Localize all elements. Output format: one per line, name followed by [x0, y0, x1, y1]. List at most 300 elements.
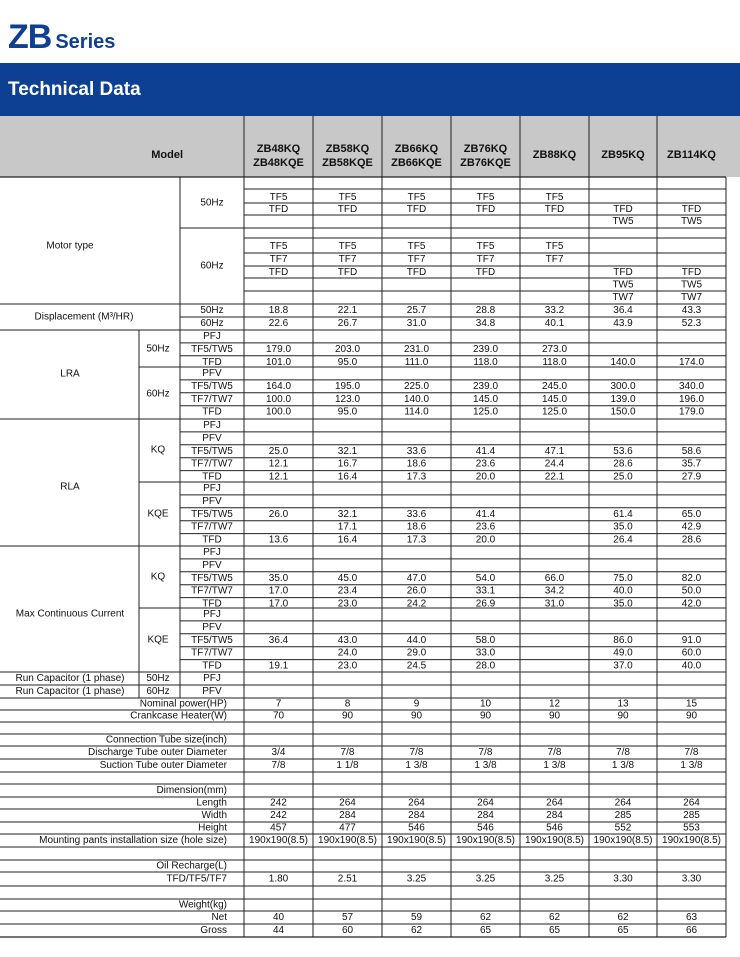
- mcc-value: 54.0: [475, 572, 496, 584]
- lra-value: 95.0: [337, 356, 358, 368]
- motor-type-value: TFD: [681, 267, 702, 278]
- rla-value: 12.1: [268, 471, 289, 483]
- row-label-protection: PFJ: [203, 330, 221, 342]
- cell-value: 3.25: [544, 873, 565, 885]
- displacement-value: 18.8: [268, 305, 289, 316]
- motor-type-value: TW5: [680, 216, 703, 227]
- mcc-value: 50.0: [681, 585, 702, 597]
- displacement-value: 33.2: [544, 305, 565, 316]
- motor-type-value: TF7: [269, 254, 288, 265]
- mcc-value: 36.4: [268, 634, 289, 646]
- cell-value: 9: [413, 698, 420, 710]
- motor-type-value: TFD: [406, 204, 427, 215]
- displacement-value: 22.6: [268, 318, 289, 329]
- row-label: Suction Tube outer Diameter: [99, 760, 227, 771]
- lra-value: 118.0: [542, 356, 567, 368]
- cell-value: 264: [614, 797, 632, 809]
- cell-value: 62: [410, 925, 423, 936]
- row-label: Dimension(mm): [156, 785, 227, 796]
- lra-value: 125.0: [472, 406, 499, 418]
- lra-value: 145.0: [541, 393, 568, 405]
- cell-value: 7/8: [684, 747, 699, 758]
- cell-value: 264: [339, 797, 356, 809]
- cell-value: 546: [546, 822, 563, 834]
- cell-value: 264: [477, 797, 494, 809]
- model-name: ZB95KQ: [601, 149, 645, 161]
- cell-value: 284: [408, 810, 425, 821]
- cell-value: 90: [341, 710, 354, 722]
- lra-value: 150.0: [610, 406, 636, 418]
- model-name: ZB114KQ: [667, 149, 716, 161]
- row-label: Oil Recharge(L): [156, 860, 227, 872]
- row-label-kq: KQ: [150, 444, 166, 456]
- row-label-protection: TF5/TW5: [191, 380, 233, 392]
- mcc-value: 35.0: [268, 572, 289, 584]
- displacement-value: 31.0: [406, 318, 427, 329]
- rla-value: 27.9: [681, 471, 702, 483]
- rla-value: 13.6: [268, 534, 289, 546]
- lra-value: 245.0: [541, 380, 568, 392]
- row-label-60hz: 60Hz: [146, 686, 170, 697]
- rla-value: 41.4: [475, 508, 496, 520]
- row-label: Connection Tube size(inch): [105, 734, 227, 746]
- motor-type-value: TF5: [545, 241, 564, 252]
- row-label-protection: TFD: [202, 660, 222, 672]
- displacement-value: 34.8: [475, 318, 496, 329]
- cell-value: 90: [479, 710, 492, 722]
- lra-value: 179.0: [678, 406, 705, 418]
- cell-value: 285: [614, 810, 632, 821]
- rla-value: 35.0: [613, 521, 633, 533]
- row-label-protection: TFD: [202, 471, 222, 483]
- cell-value: 2.51: [337, 873, 358, 885]
- displacement-value: 36.4: [613, 305, 633, 316]
- mcc-value: 66.0: [544, 572, 565, 584]
- model-name: ZB76KQE: [460, 157, 511, 169]
- mcc-value: 47.0: [406, 572, 427, 584]
- cell-value: 65: [479, 925, 492, 936]
- series-title-main: ZB: [8, 18, 52, 56]
- motor-type-value: TF5: [476, 192, 495, 203]
- motor-type-value: TF5: [338, 241, 357, 252]
- mcc-value: 19.1: [268, 660, 289, 672]
- motor-type-value: TF5: [338, 192, 357, 203]
- row-label-60hz: 60Hz: [200, 318, 224, 329]
- row-label-protection: PFV: [202, 686, 222, 697]
- lra-value: 101.0: [265, 356, 292, 368]
- rla-value: 28.6: [681, 534, 702, 546]
- rla-value: 26.0: [268, 508, 289, 520]
- mcc-value: 60.0: [681, 647, 702, 659]
- rla-value: 20.0: [475, 534, 496, 546]
- row-label-protection: PFV: [202, 621, 222, 633]
- mcc-value: 75.0: [613, 572, 633, 584]
- row-label-protection: TF7/TW7: [191, 585, 233, 597]
- motor-type-value: TFD: [681, 204, 702, 215]
- rla-value: 22.1: [544, 471, 565, 483]
- lra-value: 179.0: [265, 343, 292, 355]
- motor-type-value: TFD: [613, 267, 633, 278]
- mcc-value: 23.0: [337, 660, 358, 672]
- cell-value: 284: [339, 810, 356, 821]
- lra-value: 140.0: [403, 393, 430, 405]
- cell-value: 62: [548, 912, 561, 923]
- motor-type-value: TF7: [407, 254, 426, 265]
- cell-value: 15: [685, 698, 698, 710]
- cell-value: 90: [548, 710, 561, 722]
- row-label: Crankcase Heater(W): [130, 710, 227, 722]
- mcc-value: 34.2: [544, 585, 565, 597]
- model-name: ZB58KQE: [322, 157, 373, 169]
- row-label-protection: TFD: [202, 406, 222, 418]
- row-label-protection: TF7/TW7: [191, 647, 233, 659]
- row-label-motor-type: Motor type: [46, 240, 94, 252]
- cell-value: 62: [617, 912, 629, 923]
- row-label: Nominal power(HP): [139, 698, 227, 710]
- displacement-value: 43.9: [613, 318, 633, 329]
- rla-value: 12.1: [268, 458, 289, 470]
- row-label-lra: LRA: [60, 368, 80, 380]
- cell-value: 3.25: [475, 873, 496, 885]
- lra-value: 231.0: [403, 343, 430, 355]
- row-label-kqe: KQE: [147, 634, 169, 646]
- mcc-value: 17.0: [268, 598, 289, 610]
- motor-type-value: TF7: [476, 254, 495, 265]
- motor-type-value: TW5: [612, 279, 634, 291]
- mcc-value: 91.0: [681, 634, 702, 646]
- rla-value: 18.6: [406, 521, 427, 533]
- section-banner: Technical Data: [0, 63, 740, 116]
- row-label-protection: PFV: [202, 367, 222, 379]
- rla-value: 16.4: [337, 471, 358, 483]
- cell-value: 553: [683, 822, 700, 834]
- lra-value: 164.0: [265, 380, 292, 392]
- mcc-value: 35.0: [613, 598, 633, 610]
- row-label-protection: TF5/TW5: [191, 572, 233, 584]
- cell-value: 12: [548, 698, 561, 710]
- motor-type-value: TF5: [269, 241, 288, 252]
- motor-type-value: TF5: [545, 192, 564, 203]
- lra-value: 239.0: [472, 380, 499, 392]
- cell-value: 7/8: [340, 747, 355, 758]
- cell-value: 63: [685, 912, 698, 923]
- lra-value: 196.0: [678, 393, 705, 405]
- mcc-value: 44.0: [406, 634, 427, 646]
- rla-value: 16.4: [337, 534, 358, 546]
- motor-type-value: TF5: [476, 241, 495, 252]
- cell-value: 242: [270, 810, 287, 821]
- mcc-value: 24.5: [406, 660, 427, 672]
- mcc-value: 45.0: [337, 572, 358, 584]
- cell-value: 44: [272, 925, 285, 936]
- row-label-protection: PFJ: [203, 419, 221, 431]
- cell-value: 40: [272, 912, 285, 923]
- motor-type-value: TFD: [475, 204, 496, 215]
- model-name: ZB66KQE: [391, 157, 442, 169]
- mcc-value: 58.0: [475, 634, 496, 646]
- displacement-value: 43.3: [681, 305, 702, 316]
- rla-value: 35.7: [681, 458, 702, 470]
- series-title-sub: Series: [55, 31, 116, 53]
- cell-value: 3.25: [406, 873, 427, 885]
- row-label-protection: PFJ: [203, 482, 221, 494]
- rla-value: 65.0: [681, 508, 702, 520]
- row-label-rla: RLA: [60, 481, 80, 493]
- row-label-60hz: 60Hz: [146, 388, 170, 400]
- cell-value: 57: [341, 912, 354, 923]
- motor-type-value: TW7: [612, 292, 634, 303]
- displacement-value: 25.7: [406, 305, 427, 316]
- row-label-protection: TF7/TW7: [191, 393, 233, 405]
- cell-value: 65: [548, 925, 561, 936]
- lra-value: 114.0: [404, 406, 429, 418]
- row-label-max-continuous-current: Max Continuous Current: [15, 608, 125, 620]
- model-name: ZB48KQE: [253, 157, 304, 169]
- mcc-value: 37.0: [613, 660, 633, 672]
- mcc-value: 49.0: [613, 647, 633, 659]
- rla-value: 18.6: [406, 458, 427, 470]
- cell-value: 3/4: [271, 747, 286, 758]
- cell-value: 1 3/8: [611, 760, 635, 771]
- cell-value: 242: [270, 797, 287, 809]
- motor-type-value: TF5: [407, 241, 426, 252]
- rla-value: 17.1: [337, 521, 358, 533]
- motor-type-value: TFD: [475, 267, 496, 278]
- mcc-value: 24.2: [406, 598, 427, 610]
- mcc-value: 26.9: [475, 598, 496, 610]
- cell-value: 59: [410, 912, 423, 923]
- lra-value: 125.0: [541, 406, 568, 418]
- mcc-value: 29.0: [406, 647, 427, 659]
- cell-value: 1 3/8: [543, 760, 566, 771]
- mcc-value: 86.0: [613, 634, 633, 646]
- lra-value: 100.0: [265, 406, 292, 418]
- row-label-protection: TF5/TW5: [191, 445, 233, 457]
- motor-type-value: TFD: [268, 267, 289, 278]
- cell-value: 7/8: [271, 760, 286, 771]
- cell-value: 1 1/8: [336, 760, 359, 771]
- rla-value: 47.1: [544, 445, 565, 457]
- motor-type-value: TFD: [544, 204, 565, 215]
- model-name: ZB88KQ: [532, 149, 577, 161]
- rla-value: 32.1: [337, 508, 358, 520]
- cell-value: 90: [617, 710, 629, 722]
- cell-value: 3.30: [613, 873, 633, 885]
- cell-value: 7: [275, 698, 282, 710]
- rla-value: 17.3: [406, 471, 427, 483]
- mcc-value: 23.4: [337, 585, 358, 597]
- cell-value: 66: [685, 925, 698, 936]
- lra-value: 95.0: [337, 406, 358, 418]
- row-label-protection: PFJ: [203, 608, 221, 620]
- cell-value: 10: [479, 698, 492, 710]
- motor-type-value: TFD: [337, 267, 358, 278]
- cell-value: 1 3/8: [474, 760, 497, 771]
- rla-value: 25.0: [613, 471, 633, 483]
- cell-value: 477: [339, 822, 356, 834]
- cell-value: 7/8: [409, 747, 424, 758]
- row-label-50hz: 50Hz: [146, 343, 170, 355]
- cell-value: 190x190(8.5): [387, 835, 446, 846]
- row-label-protection: TF7/TW7: [191, 521, 233, 533]
- mcc-value: 33.1: [475, 585, 496, 597]
- row-label: Width: [201, 810, 227, 821]
- lra-value: 123.0: [334, 393, 361, 405]
- cell-value: 60: [341, 925, 354, 936]
- row-label: Weight(kg): [178, 899, 227, 911]
- motor-type-value: TW7: [680, 292, 703, 303]
- row-label-protection: TFD: [202, 534, 222, 546]
- mcc-value: 26.0: [406, 585, 427, 597]
- rla-value: 25.0: [268, 445, 289, 457]
- cell-value: 70: [272, 710, 285, 722]
- cell-value: 7/8: [616, 747, 630, 758]
- rla-value: 26.4: [613, 534, 633, 546]
- lra-value: 239.0: [472, 343, 499, 355]
- row-label-run-capacitor: Run Capacitor (1 phase): [15, 673, 125, 684]
- cell-value: 62: [479, 912, 492, 923]
- row-label-kq: KQ: [150, 571, 166, 583]
- mcc-value: 17.0: [268, 585, 289, 597]
- cell-value: 264: [546, 797, 563, 809]
- motor-type-value: TW5: [680, 279, 703, 291]
- mcc-value: 28.0: [475, 660, 496, 672]
- rla-value: 33.6: [406, 445, 427, 457]
- row-label: Discharge Tube outer Diameter: [88, 747, 227, 758]
- rla-value: 20.0: [475, 471, 496, 483]
- cell-value: 546: [408, 822, 425, 834]
- displacement-value: 28.8: [475, 305, 496, 316]
- row-label-60hz: 60Hz: [200, 260, 224, 272]
- rla-value: 41.4: [475, 445, 496, 457]
- motor-type-value: TF5: [407, 192, 426, 203]
- rla-value: 58.6: [681, 445, 702, 457]
- rla-value: 53.6: [613, 445, 633, 457]
- cell-value: 190x190(8.5): [456, 835, 515, 846]
- cell-value: 13: [617, 698, 629, 710]
- lra-value: 139.0: [610, 393, 636, 405]
- displacement-value: 22.1: [337, 305, 358, 316]
- row-label-protection: TF5/TW5: [191, 508, 233, 520]
- cell-value: 264: [408, 797, 425, 809]
- mcc-value: 42.0: [681, 598, 702, 610]
- cell-value: 7/8: [478, 747, 493, 758]
- row-label-kqe: KQE: [147, 508, 169, 520]
- cell-value: 90: [410, 710, 423, 722]
- mcc-value: 40.0: [681, 660, 702, 672]
- lra-value: 140.0: [610, 356, 636, 368]
- motor-type-value: TF7: [338, 254, 357, 265]
- row-label: Length: [196, 797, 227, 809]
- row-label-protection: TFD: [202, 598, 222, 610]
- displacement-value: 52.3: [681, 318, 702, 329]
- model-header-label: Model: [151, 149, 183, 161]
- lra-value: 340.0: [678, 380, 705, 392]
- motor-type-value: TFD: [268, 204, 289, 215]
- rla-value: 16.7: [337, 458, 358, 470]
- cell-value: 190x190(8.5): [525, 835, 584, 846]
- lra-value: 111.0: [404, 356, 429, 368]
- rla-value: 24.4: [544, 458, 565, 470]
- row-label-protection: PFV: [202, 432, 222, 444]
- mcc-value: 31.0: [544, 598, 565, 610]
- cell-value: 90: [685, 710, 698, 722]
- mcc-value: 40.0: [613, 585, 633, 597]
- motor-type-value: TW5: [612, 216, 634, 227]
- model-name: ZB66KQ: [394, 143, 439, 155]
- mcc-value: 23.0: [337, 598, 358, 610]
- cell-value: 264: [683, 797, 700, 809]
- cell-value: 284: [477, 810, 494, 821]
- mcc-value: 82.0: [681, 572, 702, 584]
- lra-value: 118.0: [473, 356, 498, 368]
- rla-value: 32.1: [337, 445, 358, 457]
- cell-value: 190x190(8.5): [593, 835, 653, 846]
- rla-value: 23.6: [475, 458, 496, 470]
- mcc-value: 24.0: [337, 647, 358, 659]
- model-name: ZB58KQ: [325, 143, 370, 155]
- cell-value: 1 3/8: [405, 760, 428, 771]
- cell-value: 190x190(8.5): [318, 835, 377, 846]
- cell-value: 8: [344, 698, 351, 710]
- row-label-protection: PFJ: [203, 546, 221, 558]
- motor-type-value: TF7: [545, 254, 564, 265]
- row-label-displacement: Displacement (M³/HR): [34, 311, 134, 323]
- row-label: Height: [198, 822, 227, 834]
- displacement-value: 40.1: [544, 318, 565, 329]
- cell-value: 546: [477, 822, 494, 834]
- cell-value: 65: [617, 925, 629, 936]
- rla-value: 42.9: [681, 521, 702, 533]
- row-label: Mounting pants installation size (hole size): [39, 835, 227, 846]
- motor-type-value: TFD: [337, 204, 358, 215]
- mcc-value: 33.0: [475, 647, 496, 659]
- cell-value: 190x190(8.5): [662, 835, 721, 846]
- row-label-run-capacitor: Run Capacitor (1 phase): [15, 686, 125, 697]
- row-label-protection: PFJ: [203, 673, 221, 684]
- row-label-protection: TF5/TW5: [191, 343, 233, 355]
- cell-value: 7/8: [547, 747, 562, 758]
- lra-value: 225.0: [403, 380, 430, 392]
- cell-value: 190x190(8.5): [249, 835, 308, 846]
- model-name: ZB76KQ: [463, 143, 508, 155]
- rla-value: 23.6: [475, 521, 496, 533]
- lra-value: 174.0: [678, 356, 705, 368]
- rla-value: 28.6: [613, 458, 633, 470]
- cell-value: 284: [546, 810, 563, 821]
- lra-value: 145.0: [472, 393, 499, 405]
- lra-value: 273.0: [541, 343, 568, 355]
- motor-type-value: TFD: [406, 267, 427, 278]
- cell-value: 285: [683, 810, 700, 821]
- cell-value: 3.30: [681, 873, 702, 885]
- model-name: ZB48KQ: [256, 143, 301, 155]
- cell-value: 552: [614, 822, 632, 834]
- lra-value: 300.0: [610, 380, 636, 392]
- lra-value: 100.0: [265, 393, 292, 405]
- row-label-50hz: 50Hz: [146, 673, 170, 684]
- displacement-value: 26.7: [337, 318, 358, 329]
- row-label-protection: PFV: [202, 559, 222, 571]
- row-label-50hz: 50Hz: [200, 197, 224, 209]
- row-label-protection: PFV: [202, 495, 222, 507]
- cell-value: 1 3/8: [680, 760, 703, 771]
- row-label: Net: [211, 912, 227, 923]
- row-label-50hz: 50Hz: [200, 305, 224, 316]
- motor-type-value: TF5: [269, 192, 288, 203]
- lra-value: 203.0: [334, 343, 361, 355]
- row-label-protection: TFD: [202, 356, 222, 368]
